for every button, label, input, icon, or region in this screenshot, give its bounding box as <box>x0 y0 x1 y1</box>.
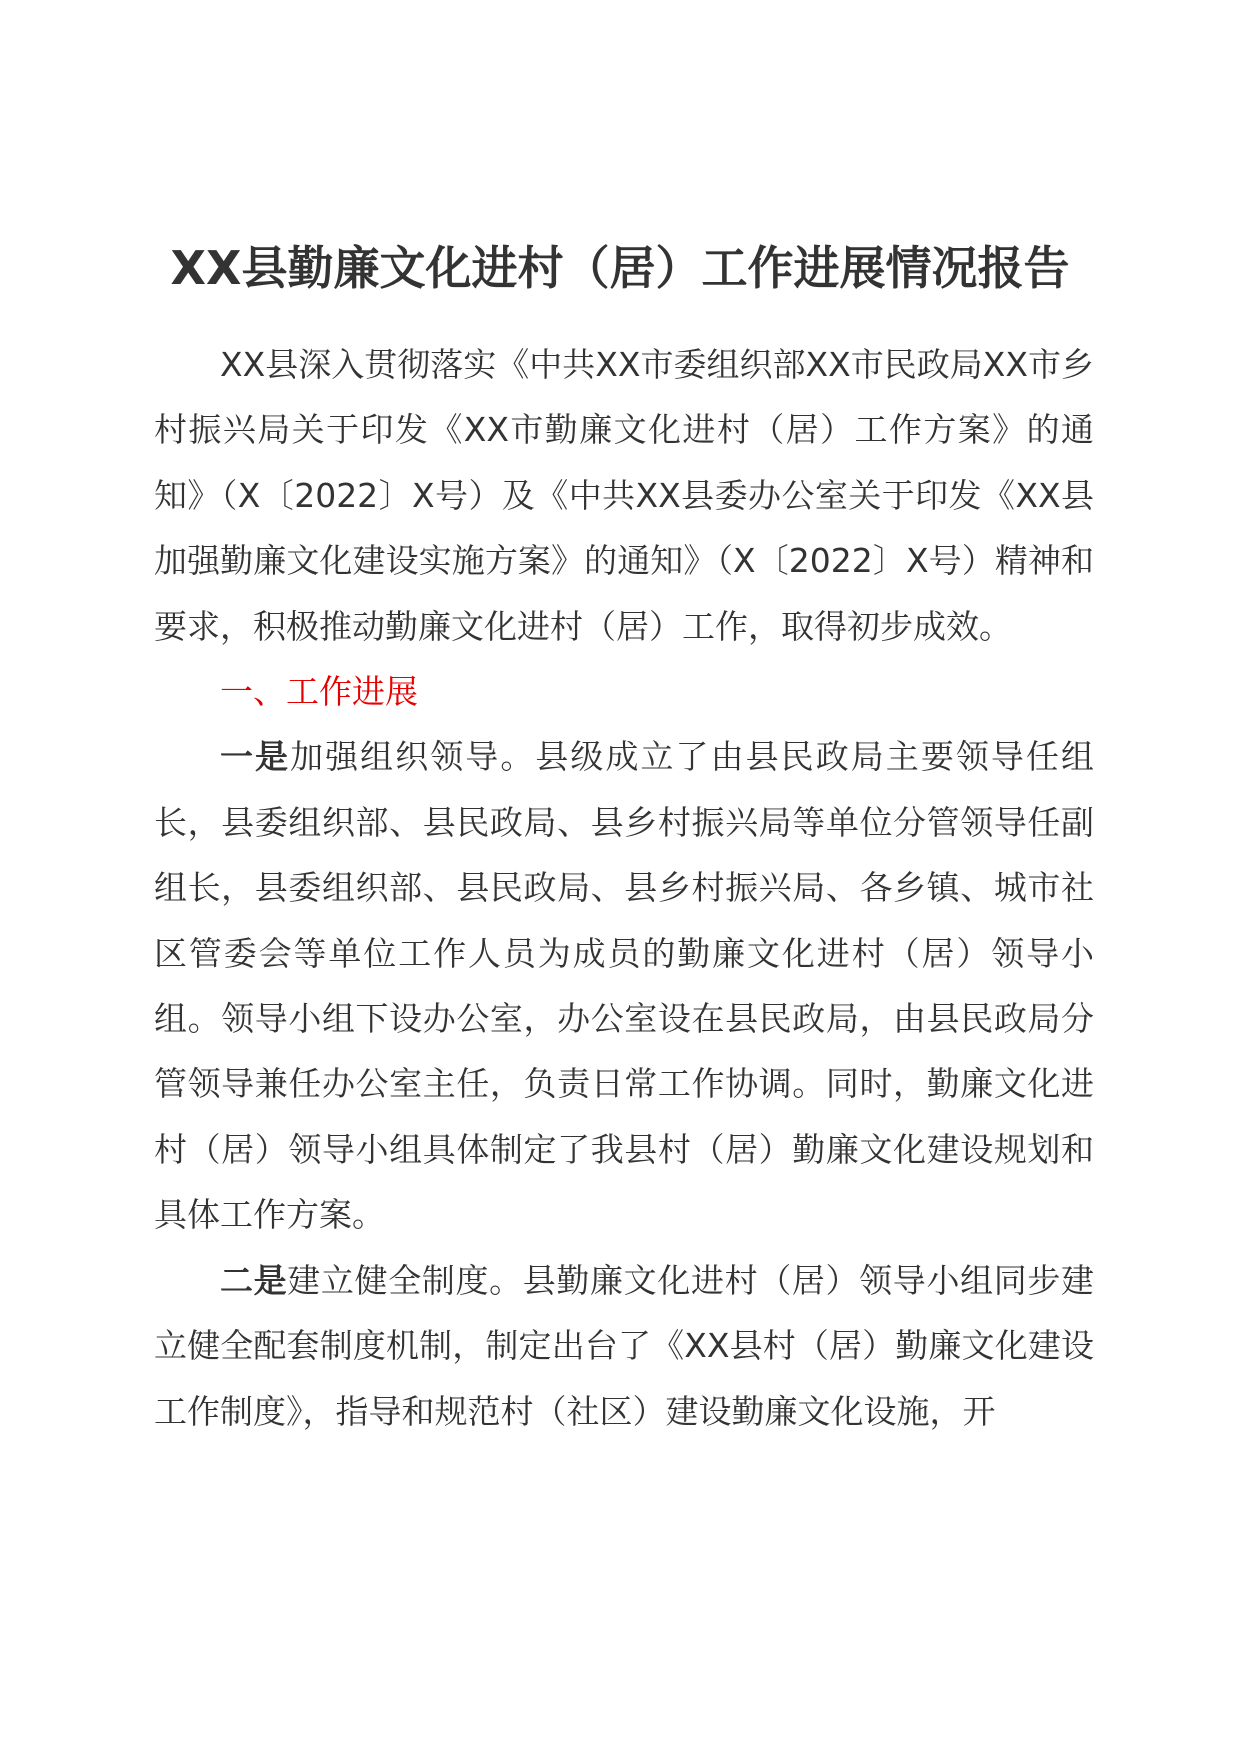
paragraph-item-2 <box>154 1248 1094 1444</box>
document-title: XX县勤廉文化进村（居）工作进展情况报告 <box>170 241 1070 295</box>
item-1-text: 加强组织领导。县级成立了由县民政局主要领导任组长，县委组织部、县民政局、县乡村振兴局等单位分管领导任副组长，县委组织部、县民政局、县乡村振兴局、各乡镇、城市社区管委会等单位工作人员为成员的勤廉文化进村（居）领导小组。领导小组下设办公室，办公室设在县民政局，由县民政局分管领导兼任办公室主任，负责日常工作协调。同时，勤廉文化进村（居）领导小组具体制定了我县村（居）勤廉文化建设规划和具体工作方案。 <box>154 737 1095 1235</box>
intro-paragraph: XX县深入贯彻落实《中共XX市委组织部XX市民政局XX市乡村振兴局关于印发《XX市勤廉文化进村（居）工作方案》的通知》（X〔2022〕X号）及《中共XX县委办公室关于印发《XX县加强勤廉文化建设实施方案》的通知》（X〔2022〕X号）精神和要求，积极推动勤廉文化进村（居）工作，取得初步成效。 <box>154 345 1094 646</box>
item-2-text: 建立健全制度。县勤廉文化进村（居）领导小组同步建立健全配套制度机制，制定出台了《XX县村（居）勤廉文化建设工作制度》，指导和规范村（社区）建设勤廉文化设施，开 <box>154 1260 1095 1431</box>
section-heading-work-progress: 一、工作进展 <box>220 672 418 712</box>
item-1-lead: 一是 <box>220 737 291 777</box>
document-body <box>154 332 1094 1444</box>
item-2-lead: 二是 <box>220 1260 288 1300</box>
paragraph-item-1 <box>154 724 1094 1247</box>
